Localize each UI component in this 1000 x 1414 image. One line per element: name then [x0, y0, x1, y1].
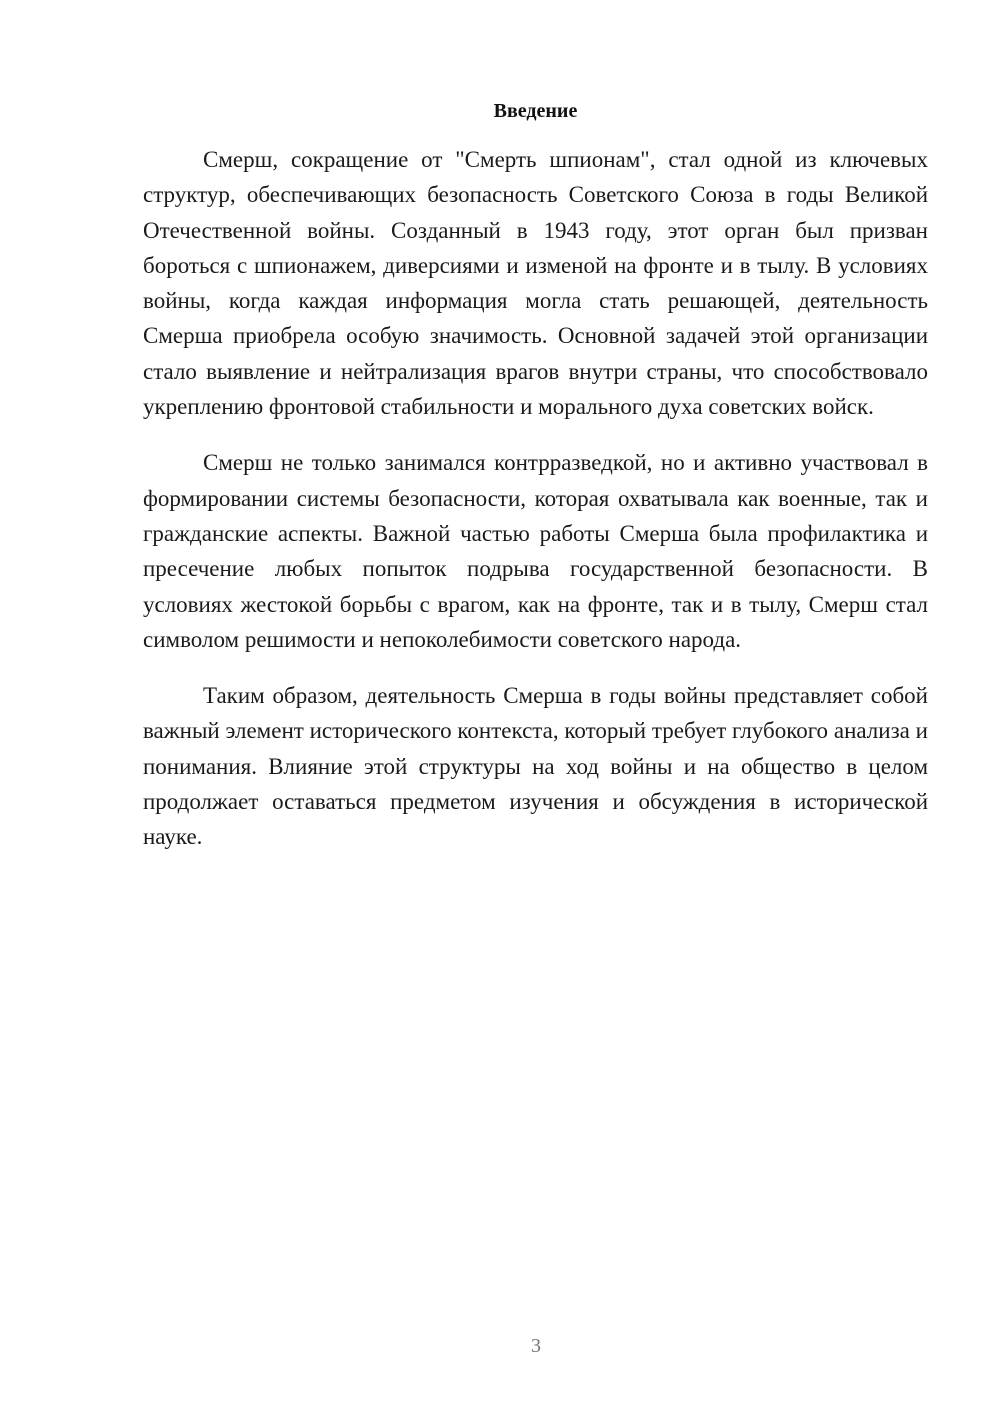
paragraph-2: Смерш не только занимался контрразведкой, но и активно участвовал в формировании системы безопасности, которая охватывала как военные, так и гражданские аспекты. Важной частью работы Смерша была профилактика и пресечение любых попыток подрыва государственной безопасности. В условиях жестокой борьбы с врагом, как на фронте, так и в тылу, Смерш стал символом решимости и непоколебимости советского народа.: [143, 450, 928, 652]
paragraph-3: Таким образом, деятельность Смерша в годы войны представляет собой важный элемент исторического контекста, который требует глубокого анализа и понимания. Влияние этой структуры на ход войны и на общество в целом продолжает оставаться предметом изучения и обсуждения в исторической науке.: [143, 683, 928, 850]
paragraph-1: Смерш, сокращение от "Смерть шпионам", стал одной из ключевых структур, обеспечивающих безопасность Советского Союза в годы Великой Отечественной войны. Созданный в 1943 году, этот орган был призван бороться с шпионажем, диверсиями и изменой на фронте и в тылу. В условиях войны, когда каждая информация могла стать решающей, деятельность Смерша приобрела особую значимость. Основной задачей этой организации стало выявление и нейтрализация врагов внутри страны, что способствовало укреплению фронтовой стабильности и морального духа советских войск.: [143, 147, 928, 420]
body-text: [143, 142, 928, 876]
section-heading: Введение: [493, 100, 578, 122]
page-number: 3: [531, 1335, 541, 1357]
